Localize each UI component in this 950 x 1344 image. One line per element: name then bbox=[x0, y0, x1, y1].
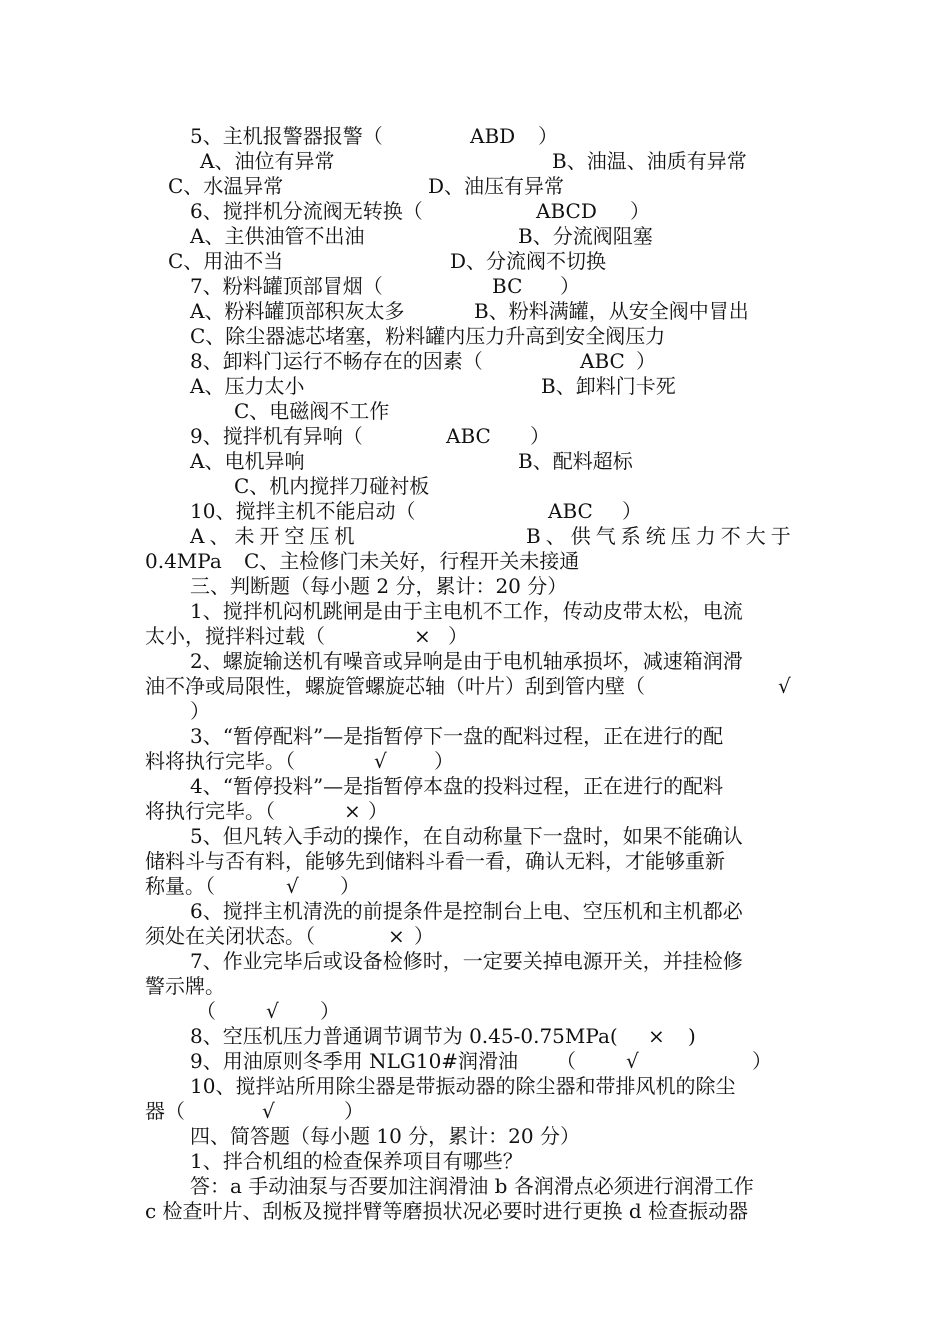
q6-option-d: D、分流阀不切换 bbox=[450, 249, 607, 273]
q8-option-a: A、压力太小 bbox=[190, 374, 305, 398]
j9-line: 9、用油原则冬季用 NLG10#润滑油 bbox=[190, 1049, 519, 1073]
j1-line2: 太小，搅拌料过载（ bbox=[145, 624, 325, 648]
q5-option-d: D、油压有异常 bbox=[428, 174, 565, 198]
q7-option-a: A、粉料罐顶部积灰太多 bbox=[190, 299, 405, 323]
s4-answer-1-line1: 答：a 手动油泵与否要加注润滑油 b 各润滑点必须进行润滑工作 bbox=[190, 1174, 754, 1198]
j3-answer: √ bbox=[374, 749, 387, 773]
j8-answer: × bbox=[648, 1024, 665, 1048]
j7-answer: √ bbox=[266, 999, 279, 1023]
j4-close: ） bbox=[368, 799, 388, 823]
q8-option-b: B、卸料门卡死 bbox=[541, 374, 676, 398]
j9-answer: √ bbox=[626, 1049, 639, 1073]
j7-open: （ bbox=[196, 999, 216, 1023]
q6-option-c: C、用油不当 bbox=[168, 249, 284, 273]
q5-answer: ABD bbox=[470, 124, 516, 148]
q9-answer: ABC bbox=[446, 424, 491, 448]
j10-line2: 器（ bbox=[145, 1099, 185, 1123]
j1-answer: × bbox=[414, 624, 431, 648]
q6-option-b: B、分流阀阻塞 bbox=[518, 224, 653, 248]
j5-close: ） bbox=[340, 874, 360, 898]
j5-line3: 称量。（ bbox=[145, 874, 215, 898]
section4-title: 四、简答题（每小题 10 分，累计：20 分） bbox=[190, 1124, 580, 1148]
j2-answer: √ bbox=[778, 674, 791, 698]
j1-line1: 1、搅拌机闷机跳闸是由于主电机不工作，传动皮带太松，电流 bbox=[190, 599, 743, 623]
j10-line1: 10、搅拌站所用除尘器是带振动器的除尘器和带排风机的除尘 bbox=[190, 1074, 736, 1098]
j2-line1: 2、螺旋输送机有噪音或异响是由于电机轴承损坏，减速箱润滑 bbox=[190, 649, 743, 673]
q6-stem: 6、搅拌机分流阀无转换（ bbox=[190, 199, 423, 223]
j6-line2: 须处在关闭状态。（ bbox=[145, 924, 315, 948]
j4-line1: 4、“暂停投料”—是指暂停本盘的投料过程，正在进行的配料 bbox=[190, 774, 724, 798]
q8-close: ） bbox=[636, 349, 656, 373]
j6-line1: 6、搅拌主机清洗的前提条件是控制台上电、空压机和主机都必 bbox=[190, 899, 743, 923]
q10-stem: 10、搅拌主机不能启动（ bbox=[190, 499, 416, 523]
q9-option-b: B、配料超标 bbox=[518, 449, 633, 473]
q6-answer: ABCD bbox=[536, 199, 597, 223]
q9-stem: 9、搅拌机有异响（ bbox=[190, 424, 363, 448]
j5-line2: 储料斗与否有料，能够先到储料斗看一看，确认无料，才能够重新 bbox=[145, 849, 725, 873]
j3-line2: 料将执行完毕。（ bbox=[145, 749, 295, 773]
q8-option-c: C、电磁阀不工作 bbox=[234, 399, 390, 423]
q9-close: ） bbox=[530, 424, 550, 448]
q5-option-a: A、油位有异常 bbox=[200, 149, 335, 173]
j7-line2: 警示牌。 bbox=[145, 974, 225, 998]
q10-close: ） bbox=[622, 499, 642, 523]
q10-option-a: A、未开空压机 bbox=[190, 524, 360, 548]
s4-answer-1-line2: c 检查叶片、刮板及搅拌臂等磨损状况必要时进行更换 d 检查振动器 bbox=[145, 1199, 749, 1223]
j7-close: ） bbox=[320, 999, 340, 1023]
j8-close: ) bbox=[688, 1024, 696, 1048]
q6-close: ） bbox=[630, 199, 650, 223]
j5-answer: √ bbox=[286, 874, 299, 898]
s4-question-1: 1、拌合机组的检查保养项目有哪些？ bbox=[190, 1149, 523, 1173]
j7-line1: 7、作业完毕后或设备检修时，一定要关掉电源开关，并挂检修 bbox=[190, 949, 743, 973]
j8-line: 8、空压机压力普通调节调节为 0.45-0.75MPa( bbox=[190, 1024, 618, 1048]
j3-line1: 3、“暂停配料”—是指暂停下一盘的配料过程，正在进行的配 bbox=[190, 724, 724, 748]
q9-option-a: A、电机异响 bbox=[190, 449, 305, 473]
q6-option-a: A、主供油管不出油 bbox=[190, 224, 365, 248]
j10-close: ） bbox=[344, 1099, 364, 1123]
j2-line2: 油不净或局限性，螺旋管螺旋芯轴（叶片）刮到管内壁（ bbox=[145, 674, 645, 698]
j9-open: （ bbox=[556, 1049, 576, 1073]
q7-option-c: C、除尘器滤芯堵塞，粉料罐内压力升高到安全阀压力 bbox=[190, 324, 666, 348]
q10-option-c: C、主检修门未关好，行程开关未接通 bbox=[244, 549, 580, 573]
q5-close: ） bbox=[538, 124, 558, 148]
q5-option-c: C、水温异常 bbox=[168, 174, 284, 198]
j10-answer: √ bbox=[262, 1099, 275, 1123]
j6-close: ） bbox=[414, 924, 434, 948]
q10-option-b-cont: 0.4MPa bbox=[145, 549, 222, 573]
j1-close: ） bbox=[448, 624, 468, 648]
q7-close: ） bbox=[560, 274, 580, 298]
j2-close: ） bbox=[190, 699, 210, 723]
q9-option-c: C、机内搅拌刀碰衬板 bbox=[234, 474, 430, 498]
q10-answer: ABC bbox=[548, 499, 593, 523]
q7-answer: BC bbox=[492, 274, 523, 298]
q8-stem: 8、卸料门运行不畅存在的因素（ bbox=[190, 349, 483, 373]
q5-stem: 5、主机报警器报警（ bbox=[190, 124, 383, 148]
q7-stem: 7、粉料罐顶部冒烟（ bbox=[190, 274, 383, 298]
q7-option-b: B、粉料满罐，从安全阀中冒出 bbox=[474, 299, 749, 323]
j4-line2: 将执行完毕。（ bbox=[145, 799, 275, 823]
j6-answer: × bbox=[388, 924, 405, 948]
j4-answer: × bbox=[344, 799, 361, 823]
q8-answer: ABC bbox=[580, 349, 625, 373]
q5-option-b: B、油温、油质有异常 bbox=[552, 149, 747, 173]
q10-option-b: B、供气系统压力不大于 bbox=[526, 524, 796, 548]
j9-close: ） bbox=[752, 1049, 772, 1073]
section3-title: 三、判断题（每小题 2 分，累计：20 分） bbox=[190, 574, 568, 598]
j5-line1: 5、但凡转入手动的操作，在自动称量下一盘时，如果不能确认 bbox=[190, 824, 743, 848]
j3-close: ） bbox=[434, 749, 454, 773]
